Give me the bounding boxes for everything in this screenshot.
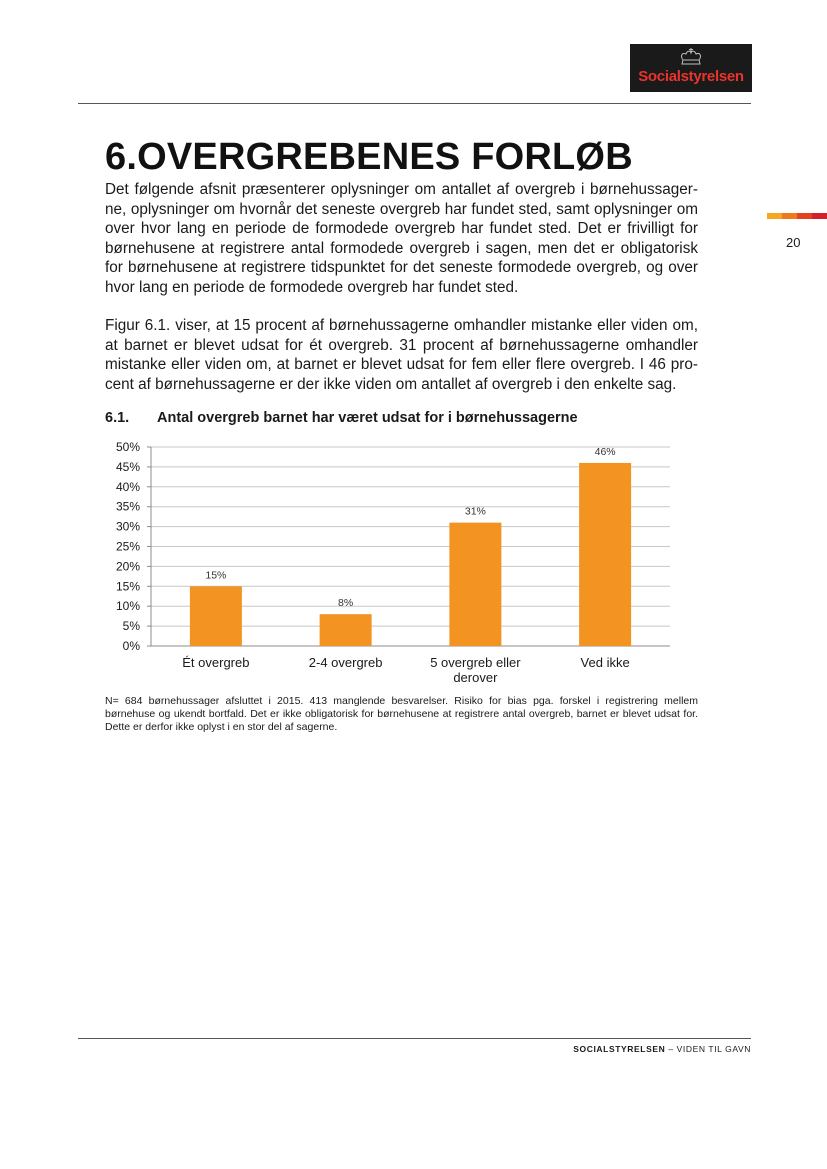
y-tick-label: 40% xyxy=(115,479,140,494)
figure-note: N= 684 børnehussager afsluttet i 2015. 413 manglende besvarelser. Risiko for bias pga. forskel i registrering mellem børnehuse og ukendt bortfald. Det er ikke obligatorisk for børnehusene at registrere antal overgreb, barnet er blevet udsat for. Dette er derfor ikke oplyst i en stor del af sagerne. xyxy=(105,695,698,734)
data-label: 8% xyxy=(338,597,354,610)
bar xyxy=(449,523,501,646)
figure-title: Antal overgreb barnet har været udsat for i børnehussagerne xyxy=(157,410,578,426)
crown-icon xyxy=(630,46,752,68)
bar xyxy=(190,586,242,646)
footer-rule xyxy=(78,1038,751,1039)
bar xyxy=(579,463,631,646)
page-number: 20 xyxy=(786,235,801,250)
bar-chart xyxy=(100,436,680,686)
y-tick-label: 15% xyxy=(115,579,140,594)
y-tick-label: 50% xyxy=(115,440,140,454)
header-rule xyxy=(78,103,751,104)
y-tick-label: 5% xyxy=(122,619,140,634)
x-tick-label: 2-4 overgreb xyxy=(308,655,383,670)
footer-text xyxy=(573,1044,751,1054)
y-tick-label: 25% xyxy=(115,539,140,554)
bar xyxy=(320,614,372,646)
y-tick-label: 0% xyxy=(122,639,140,653)
footer-tagline: – VIDEN TIL GAVN xyxy=(665,1044,751,1054)
color-bar-decoration xyxy=(767,213,827,219)
y-tick-label: 10% xyxy=(115,599,140,614)
figure-heading xyxy=(105,410,578,426)
figure-number: 6.1. xyxy=(105,410,130,426)
x-tick-label: 5 overgreb eller xyxy=(430,655,521,670)
intro-paragraph: Det følgende afsnit præsenterer oplysninger om antallet af overgreb i børnehussager-ne, oplysninger om hvornår det seneste overgreb har fundet sted, samt oplysninger om over hvor lang en periode de formodede overgreb har fundet sted. Det er frivilligt for børnehusene at registrere antal formodede overgreb i sagen, men det er obligatorisk for børnehusene at registrere tidspunktet for det seneste formodede overgreb, og over hvor lang en periode de formodede overgreb har fundet sted. xyxy=(105,181,698,296)
x-tick-label: Ét overgreb xyxy=(182,655,250,670)
socialstyrelsen-logo xyxy=(630,44,752,92)
y-tick-label: 45% xyxy=(115,459,140,474)
y-tick-label: 30% xyxy=(115,519,140,534)
data-label: 15% xyxy=(205,569,227,582)
figure-summary-paragraph: Figur 6.1. viser, at 15 procent af børnehussagerne omhandler mistanke eller viden om, at barnet er blevet udsat for ét overgreb. 31 procent af børnehussagerne omhandler mistanke eller viden om, at barnet er blevet udsat for fem eller flere overgreb. I 46 pro-cent af børnehussagerne er der ikke viden om antallet af overgreb i den enkelte sag. xyxy=(105,317,698,393)
data-label: 46% xyxy=(594,445,616,458)
x-tick-label: derover xyxy=(453,670,498,685)
section-title: 6.OVERGREBENES FORLØB xyxy=(105,136,633,178)
x-tick-label: Ved ikke xyxy=(580,655,630,670)
data-label: 31% xyxy=(464,505,486,518)
footer-brand: SOCIALSTYRELSEN xyxy=(573,1044,666,1054)
logo-text: Socialstyrelsen xyxy=(638,68,744,85)
y-tick-label: 35% xyxy=(115,499,140,514)
y-tick-label: 20% xyxy=(115,559,140,574)
